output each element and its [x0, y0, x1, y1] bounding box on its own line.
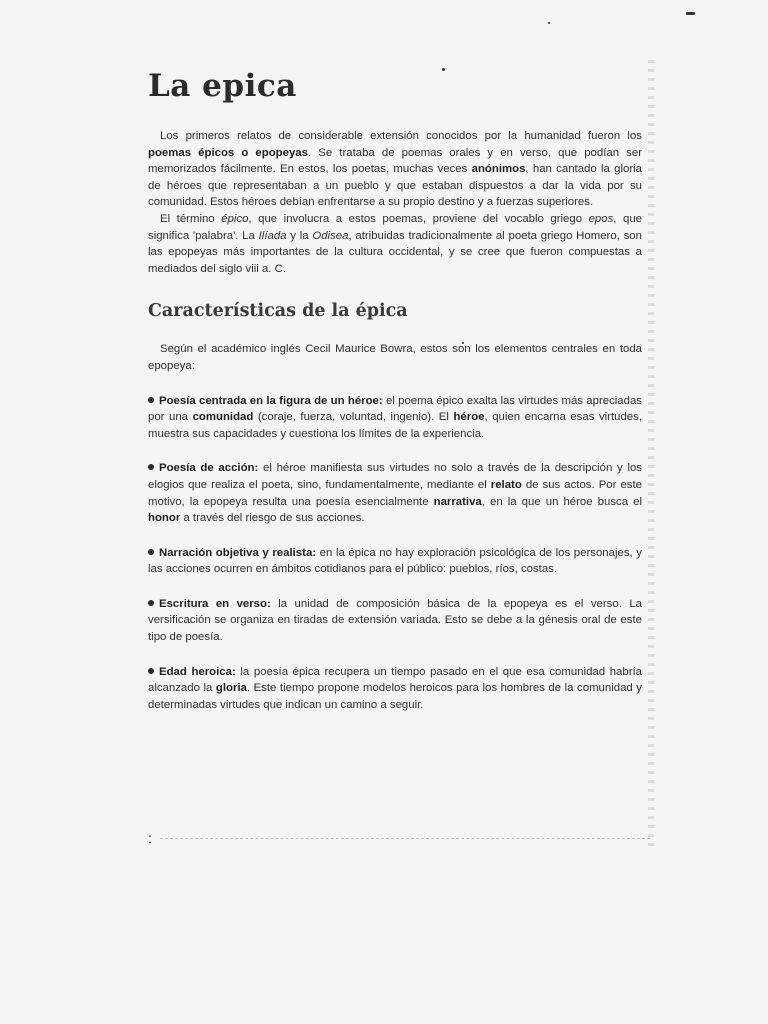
bullet-icon: [148, 668, 154, 674]
bullet-icon: [148, 397, 154, 403]
characteristic-lead: Escritura en verso:: [159, 597, 271, 610]
characteristic-text-run: la unidad de composición básica de la epopeya es el verso. La versificación se organiza en tiradas de extensión variada. Esto se debe a la génesis oral de este tipo de poesía.: [148, 597, 643, 644]
document-body: [148, 66, 642, 731]
footer-mark: :: [148, 830, 152, 846]
bullet-icon: [148, 464, 154, 470]
characteristic-lead: Narración objetiva y realista:: [159, 546, 317, 559]
characteristic-text-run: héroe: [453, 411, 485, 424]
page-edge-shadow: [648, 60, 654, 850]
intro-paragraph-2-run: , que significa 'palabra'. La: [148, 212, 643, 242]
characteristic-lead: Poesía de acción:: [159, 462, 259, 475]
intro-paragraph-1: [148, 128, 642, 211]
intro-paragraph-2-run: y la: [286, 229, 313, 242]
characteristic-item: [148, 545, 642, 578]
intro-paragraph-1-run: anónimos: [471, 163, 526, 176]
bullet-icon: [148, 549, 154, 555]
intro-paragraph-2-run: , que involucra a estos poemas, proviene del vocablo griego: [248, 212, 589, 225]
characteristic-item: [148, 460, 642, 526]
intro-paragraph-2-run: épico: [221, 212, 249, 225]
characteristic-text-run: en la épica no hay exploración psicológica de los personajes, y las acciones ocurren en ámbitos cotidianos para el público: pueblos, ríos, costas.: [148, 546, 642, 576]
section-intro: Según el académico inglés Cecil Maurice Bowra, estos son los elementos centrales en toda epopeya:: [148, 343, 642, 372]
characteristic-text-run: narrativa: [433, 495, 482, 508]
characteristics-list: [148, 393, 642, 714]
intro-paragraph-2-run: epos: [588, 212, 614, 225]
section-heading: Características de la épica: [148, 301, 408, 322]
characteristic-lead: Edad heroica:: [159, 665, 236, 678]
characteristic-item: [148, 664, 642, 714]
intro-paragraph-2: [148, 211, 642, 277]
characteristic-text-run: relato: [490, 478, 522, 491]
characteristic-text-run: a través del riesgo de sus acciones.: [180, 512, 365, 525]
intro-paragraph-2-run: Odisea: [312, 229, 349, 242]
characteristic-item: [148, 393, 642, 443]
scan-speck: [548, 22, 550, 24]
intro-paragraph-2-run: Ilíada: [258, 229, 287, 242]
characteristic-text-run: , quien encarna esas virtudes, muestra sus capacidades y cuestiona los límites de la experiencia.: [148, 411, 642, 440]
characteristic-text-run: la poesía épica recupera un tiempo pasado en el que esa comunidad habría alcanzado la: [148, 665, 642, 695]
characteristic-text-run: , en la que un héroe busca el: [481, 495, 643, 508]
intro-paragraph-1-run: Los primeros relatos de considerable extensión conocidos por la humanidad fueron los: [160, 130, 642, 142]
intro-paragraph-2-run: El término: [160, 212, 222, 225]
intro-paragraph-1-run: , han cantado la gloria de héroes que representaban a un pueblo y que estaban dispuestos a dar la vida por su comunidad. Estos héroes debían enfrentarse a su propio destino y a fuerzas superiores.: [148, 163, 642, 209]
intro-paragraph-1-run: . Se trataba de poemas orales y en verso, que podían ser memorizados fácilmente. En estos, los poetas, muchas veces: [148, 146, 642, 176]
bullet-icon: [148, 600, 154, 606]
characteristic-lead: Poesía centrada en la figura de un héroe:: [159, 394, 383, 407]
characteristic-text-run: gloria: [215, 682, 247, 695]
intro-paragraph-1-run: poemas épicos o epopeyas: [148, 146, 308, 159]
characteristic-text-run: . Este tiempo propone modelos heroicos para los hombres de la comunidad y determinadas virtudes que indican un camino a seguir.: [148, 682, 642, 711]
characteristic-text-run: honor: [148, 512, 181, 525]
characteristic-text-run: el poema épico exalta las virtudes más apreciadas por una: [148, 394, 642, 424]
characteristic-text-run: (coraje, fuerza, voluntad, ingenio). El: [253, 411, 454, 424]
characteristic-text-run: el héroe manifiesta sus virtudes no solo a través de la descripción y los elogios que realiza el poeta, sino, fundamentalmente, mediante el: [148, 462, 642, 491]
characteristic-item: [148, 596, 642, 646]
characteristic-text-run: comunidad: [192, 411, 254, 424]
bottom-rule: [160, 838, 650, 839]
page-title: La epica: [148, 68, 297, 104]
characteristic-text-run: de sus actos. Por este motivo, la epopeya resulta una poesía esencialmente: [148, 478, 642, 508]
scan-speck: [686, 12, 695, 15]
intro-paragraph-2-run: , atribuidas tradicionalmente al poeta griego Homero, son las epopeyas más importantes de la cultura occidental, y se cree que fueron compuestas a mediados del siglo viii a. C.: [148, 229, 642, 275]
